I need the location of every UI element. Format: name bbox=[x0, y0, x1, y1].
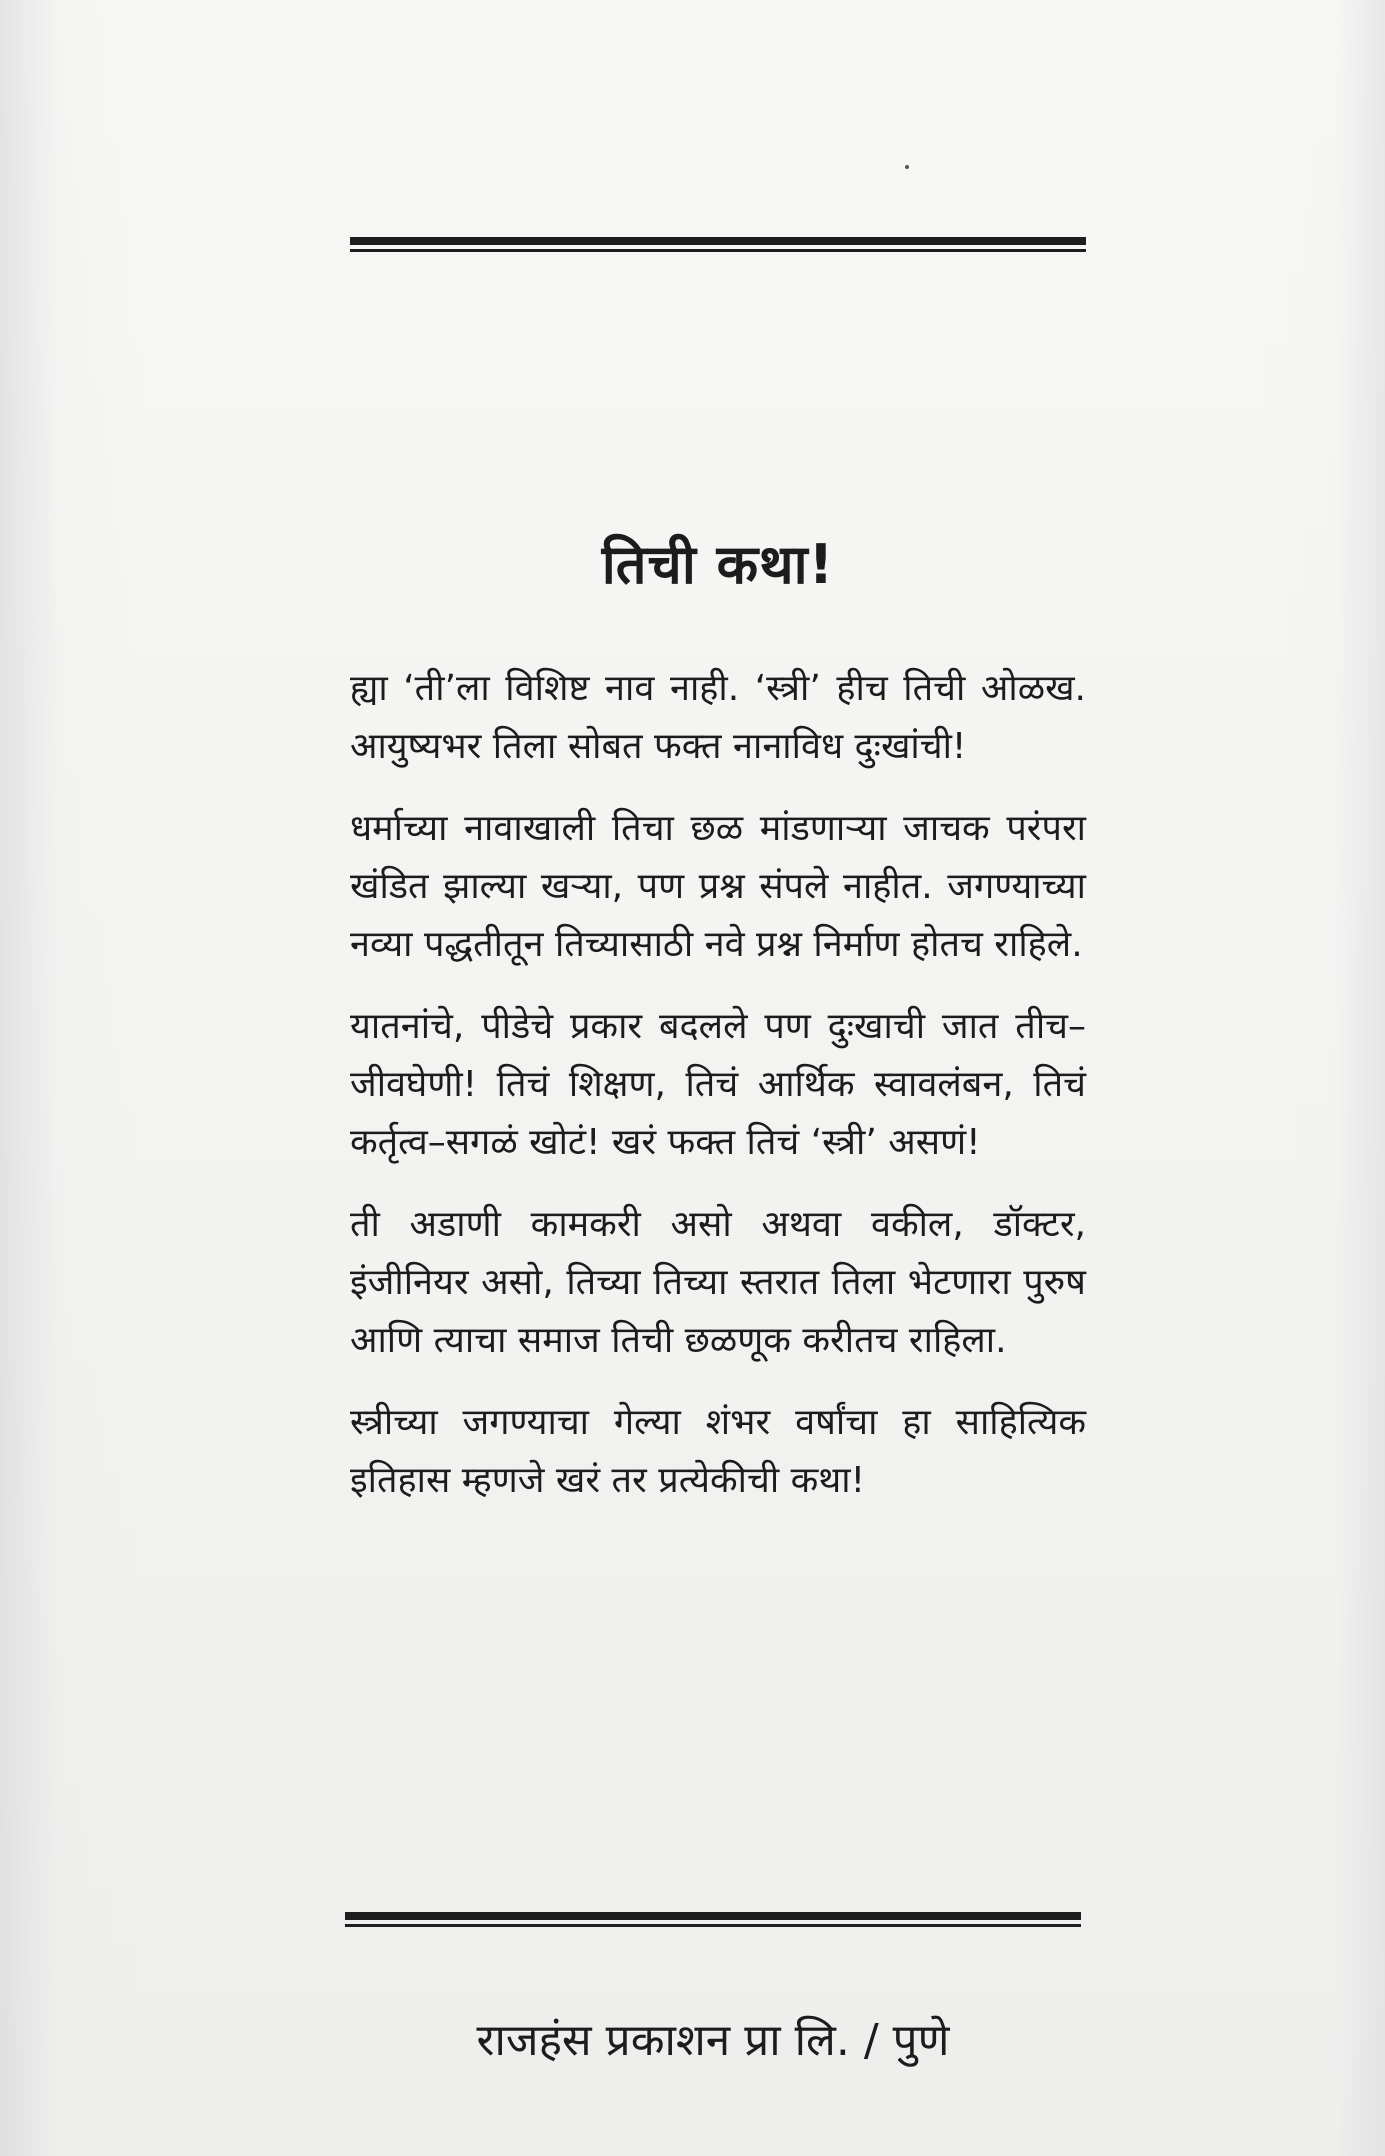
bottom-double-rule bbox=[345, 1912, 1081, 1927]
top-double-rule bbox=[350, 237, 1086, 252]
blurb-paragraph-5: स्त्रीच्या जगण्याचा गेल्या शंभर वर्षांचा हा साहित्यिक इतिहास म्हणजे खरं तर प्रत्येकीची कथा! bbox=[350, 1402, 1086, 1501]
blurb-paragraph-4: ती अडाणी कामकरी असो अथवा वकील, डॉक्टर, इंजीनियर असो, तिच्या तिच्या स्तरात तिला भेटणारा पुरुष आणि त्याचा समाज तिची छळणूक करीतच राहिला. bbox=[350, 1204, 1086, 1361]
blurb-text bbox=[350, 660, 1086, 1534]
publisher-imprint: राजहंस प्रकाशन प्रा लि. / पुणे bbox=[476, 2015, 950, 2066]
book-title: तिची कथा! bbox=[601, 533, 835, 596]
blurb-paragraph-3: यातनांचे, पीडेचे प्रकार बदलले पण दुःखाची जात तीच–जीवघेणी! तिचं शिक्षण, तिचं आर्थिक स्वावलंबन, तिचं कर्तृत्व–सगळं खोटं! खरं फक्त तिचं ‘स्त्री’ असणं! bbox=[350, 1006, 1086, 1163]
blurb-paragraph-2: धर्माच्या नावाखाली तिचा छळ मांडणाऱ्या जाचक परंपरा खंडित झाल्या खऱ्या, पण प्रश्न संपले नाहीत. जगण्याच्या नव्या पद्धतीतून तिच्यासाठी नवे प्रश्न निर्माण होतच राहिले. bbox=[350, 808, 1086, 965]
speck-mark bbox=[905, 165, 909, 169]
blurb-paragraph-1: ह्या ‘ती’ला विशिष्ट नाव नाही. ‘स्त्री’ हीच तिची ओळख. आयुष्यभर तिला सोबत फक्त नानाविध दुःखांची! bbox=[350, 668, 1086, 767]
